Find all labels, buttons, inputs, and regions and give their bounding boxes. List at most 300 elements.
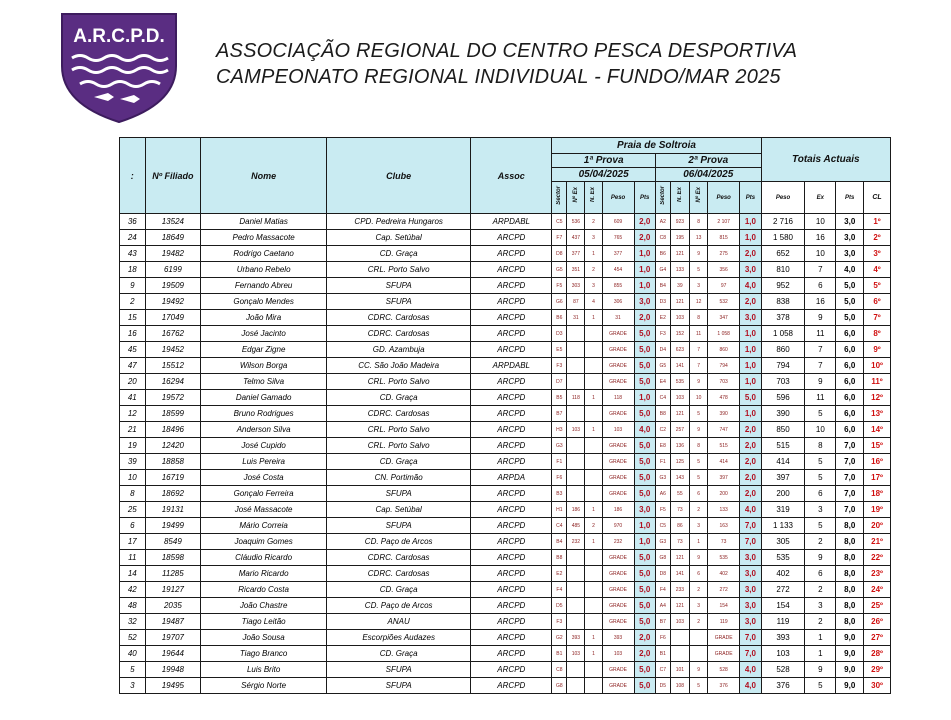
club-name: SFUPA — [327, 518, 471, 534]
classification: 5º — [864, 278, 891, 294]
row-index: 25 — [120, 502, 146, 518]
total-peso: 596 — [761, 390, 805, 406]
athlete-name: Gonçalo Mendes — [201, 294, 327, 310]
p2-nex2: 3 — [690, 278, 708, 294]
p2-sector: D4 — [655, 342, 670, 358]
table-row — [120, 518, 891, 534]
p2-peso: 376 — [708, 678, 740, 694]
table-row — [120, 486, 891, 502]
table-row — [120, 374, 891, 390]
association: ARCPD — [471, 502, 552, 518]
p2-peso: 414 — [708, 454, 740, 470]
athlete-name: Joaquim Gomes — [201, 534, 327, 550]
row-index: 9 — [120, 278, 146, 294]
p1-pts: 2,0 — [634, 630, 655, 646]
association: ARCPD — [471, 598, 552, 614]
p1-nex2: 2 — [585, 518, 602, 534]
association: ARCPD — [471, 294, 552, 310]
table-row — [120, 614, 891, 630]
p1-sector: H3 — [552, 422, 567, 438]
p2-sector: G3 — [655, 470, 670, 486]
association: ARCPD — [471, 614, 552, 630]
p2-peso: 703 — [708, 374, 740, 390]
total-peso: 414 — [761, 454, 805, 470]
classification: 13º — [864, 406, 891, 422]
p1-sector: B5 — [552, 390, 567, 406]
total-pts: 8,0 — [836, 518, 864, 534]
club-name: CDRC. Cardosas — [327, 310, 471, 326]
p1-nex — [567, 342, 585, 358]
p1-sector: F3 — [552, 614, 567, 630]
p1-nex2 — [585, 550, 602, 566]
total-pts: 5,0 — [836, 278, 864, 294]
p2-nex-header: N. Ex — [670, 182, 689, 214]
total-peso: 272 — [761, 582, 805, 598]
p1-nex: 103 — [567, 422, 585, 438]
total-peso: 703 — [761, 374, 805, 390]
classification: 1º — [864, 214, 891, 230]
p1-nex2 — [585, 486, 602, 502]
total-peso: 1 058 — [761, 326, 805, 342]
total-peso: 528 — [761, 662, 805, 678]
p1-peso: 103 — [602, 646, 634, 662]
total-ex: 7 — [805, 342, 836, 358]
totals-header: Totais Actuais — [761, 138, 890, 182]
p1-nex: 351 — [567, 262, 585, 278]
total-pts: 8,0 — [836, 582, 864, 598]
p1-nex — [567, 358, 585, 374]
association: ARCPD — [471, 438, 552, 454]
total-peso: 535 — [761, 550, 805, 566]
p1-pts: 1,0 — [634, 262, 655, 278]
filiado-number: 16762 — [145, 326, 201, 342]
p1-sector: G5 — [552, 262, 567, 278]
p2-peso: 528 — [708, 662, 740, 678]
p2-pts: 7,0 — [740, 518, 761, 534]
p2-nex: 101 — [670, 662, 689, 678]
table-row — [120, 454, 891, 470]
p2-nex: 121 — [670, 550, 689, 566]
p2-nex: 141 — [670, 358, 689, 374]
athlete-name: Mário Correia — [201, 518, 327, 534]
total-pts: 5,0 — [836, 310, 864, 326]
p1-pts-header: Pts — [634, 182, 655, 214]
table-row — [120, 566, 891, 582]
p2-sector: A4 — [655, 598, 670, 614]
p1-nex2: 2 — [585, 214, 602, 230]
club-name: Escorpiões Audazes — [327, 630, 471, 646]
p1-nex: 536 — [567, 214, 585, 230]
club-name: CDRC. Cardosas — [327, 326, 471, 342]
p2-nex2: 8 — [690, 310, 708, 326]
p1-nex2: 3 — [585, 278, 602, 294]
total-pts: 9,0 — [836, 678, 864, 694]
p2-pts: 4,0 — [740, 278, 761, 294]
p1-nex2 — [585, 662, 602, 678]
p2-pts: 1,0 — [740, 326, 761, 342]
p1-sector: D8 — [552, 246, 567, 262]
row-index: 16 — [120, 326, 146, 342]
p2-pts: 3,0 — [740, 310, 761, 326]
table-row — [120, 582, 891, 598]
association: ARCPD — [471, 342, 552, 358]
p1-nex2: 1 — [585, 646, 602, 662]
classification: 30º — [864, 678, 891, 694]
p2-nex2-header: Nº Ex — [690, 182, 708, 214]
total-pts: 8,0 — [836, 534, 864, 550]
p2-pts: 1,0 — [740, 214, 761, 230]
classification: 10º — [864, 358, 891, 374]
results-body — [120, 214, 891, 694]
filiado-number: 8549 — [145, 534, 201, 550]
p2-nex: 133 — [670, 262, 689, 278]
athlete-name: Sérgio Norte — [201, 678, 327, 694]
tot-pts-header: Pts — [836, 182, 864, 214]
p1-peso: 377 — [602, 246, 634, 262]
p1-peso: GRADE — [602, 374, 634, 390]
p1-sector: F4 — [552, 582, 567, 598]
total-pts: 8,0 — [836, 614, 864, 630]
total-peso: 860 — [761, 342, 805, 358]
filiado-number: 17049 — [145, 310, 201, 326]
p2-nex2: 7 — [690, 342, 708, 358]
club-name: CDRC. Cardosas — [327, 566, 471, 582]
p2-peso: 390 — [708, 406, 740, 422]
p2-peso: 515 — [708, 438, 740, 454]
association: ARCPD — [471, 678, 552, 694]
athlete-name: Daniel Gamado — [201, 390, 327, 406]
association: ARCPD — [471, 326, 552, 342]
p1-nex — [567, 406, 585, 422]
total-pts: 9,0 — [836, 646, 864, 662]
total-ex: 9 — [805, 662, 836, 678]
club-name: ANAU — [327, 614, 471, 630]
association: ARPDABL — [471, 358, 552, 374]
filiado-number: 19948 — [145, 662, 201, 678]
p2-nex2: 9 — [690, 662, 708, 678]
p1-sector: F1 — [552, 454, 567, 470]
p1-sector: G3 — [552, 438, 567, 454]
p2-nex: 152 — [670, 326, 689, 342]
p2-nex: 55 — [670, 486, 689, 502]
p2-nex2: 12 — [690, 294, 708, 310]
p1-peso: GRADE — [602, 358, 634, 374]
total-peso: 376 — [761, 678, 805, 694]
p1-nex2 — [585, 358, 602, 374]
p1-peso-header: Peso — [602, 182, 634, 214]
filiado-number: 18599 — [145, 406, 201, 422]
table-row — [120, 678, 891, 694]
p1-pts: 3,0 — [634, 294, 655, 310]
p2-peso: 163 — [708, 518, 740, 534]
athlete-name: Fernando Abreu — [201, 278, 327, 294]
athlete-name: Gonçalo Ferreira — [201, 486, 327, 502]
p2-nex: 535 — [670, 374, 689, 390]
total-ex: 10 — [805, 214, 836, 230]
table-row — [120, 630, 891, 646]
filiado-number: 18598 — [145, 550, 201, 566]
p2-nex2: 5 — [690, 262, 708, 278]
p1-nex2 — [585, 438, 602, 454]
row-index: 10 — [120, 470, 146, 486]
p1-peso: 855 — [602, 278, 634, 294]
p2-pts: 3,0 — [740, 262, 761, 278]
p1-peso: GRADE — [602, 470, 634, 486]
p2-sector-header: Sector — [655, 182, 670, 214]
p2-sector: E2 — [655, 310, 670, 326]
classification: 15º — [864, 438, 891, 454]
total-ex: 5 — [805, 518, 836, 534]
total-pts: 5,0 — [836, 294, 864, 310]
p1-nex2-header: N. Ex — [585, 182, 602, 214]
p1-nex: 186 — [567, 502, 585, 518]
club-name: CDRC. Cardosas — [327, 406, 471, 422]
p1-pts: 5,0 — [634, 470, 655, 486]
total-pts: 9,0 — [836, 662, 864, 678]
p2-sector: F4 — [655, 582, 670, 598]
p1-sector: B7 — [552, 406, 567, 422]
p2-sector: C7 — [655, 662, 670, 678]
association: ARCPD — [471, 262, 552, 278]
p1-pts: 5,0 — [634, 566, 655, 582]
p1-sector: E5 — [552, 342, 567, 358]
p2-pts: 2,0 — [740, 422, 761, 438]
p2-nex: 103 — [670, 310, 689, 326]
filiado-number: 19487 — [145, 614, 201, 630]
p1-nex: 31 — [567, 310, 585, 326]
p2-nex2: 2 — [690, 502, 708, 518]
p1-pts: 5,0 — [634, 678, 655, 694]
p2-pts: 3,0 — [740, 614, 761, 630]
p2-peso: GRADE — [708, 630, 740, 646]
association: ARCPD — [471, 406, 552, 422]
p1-pts: 5,0 — [634, 582, 655, 598]
table-row — [120, 598, 891, 614]
filiado-number: 19644 — [145, 646, 201, 662]
p2-peso: 478 — [708, 390, 740, 406]
athlete-name: Tiago Branco — [201, 646, 327, 662]
club-name: CN. Portimão — [327, 470, 471, 486]
p1-pts: 5,0 — [634, 486, 655, 502]
total-pts: 6,0 — [836, 406, 864, 422]
p1-sector: B4 — [552, 534, 567, 550]
filiado-number: 2035 — [145, 598, 201, 614]
table-row — [120, 230, 891, 246]
p1-pts: 1,0 — [634, 390, 655, 406]
row-index: 18 — [120, 262, 146, 278]
association: ARCPD — [471, 278, 552, 294]
total-pts: 3,0 — [836, 214, 864, 230]
p1-nex2: 1 — [585, 534, 602, 550]
athlete-name: Mario Ricardo — [201, 566, 327, 582]
p2-nex2: 2 — [690, 582, 708, 598]
p1-sector: G2 — [552, 630, 567, 646]
table-row — [120, 342, 891, 358]
table-row — [120, 390, 891, 406]
p2-nex: 108 — [670, 678, 689, 694]
total-pts: 6,0 — [836, 374, 864, 390]
row-index: 20 — [120, 374, 146, 390]
col-index: : — [120, 138, 146, 214]
p2-sector: D5 — [655, 678, 670, 694]
p2-pts: 4,0 — [740, 662, 761, 678]
club-name: CD. Graça — [327, 390, 471, 406]
club-name: CPD. Pedreira Hungaros — [327, 214, 471, 230]
club-name: CC. São João Madeira — [327, 358, 471, 374]
club-name: SFUPA — [327, 662, 471, 678]
p1-peso: GRADE — [602, 662, 634, 678]
association: ARCPD — [471, 646, 552, 662]
table-row — [120, 550, 891, 566]
club-name: SFUPA — [327, 278, 471, 294]
tot-peso-header: Peso — [761, 182, 805, 214]
p2-pts: 1,0 — [740, 230, 761, 246]
total-peso: 838 — [761, 294, 805, 310]
total-pts: 6,0 — [836, 342, 864, 358]
p2-pts: 7,0 — [740, 534, 761, 550]
athlete-name: Bruno Rodrigues — [201, 406, 327, 422]
p2-nex: 73 — [670, 502, 689, 518]
p1-peso: GRADE — [602, 342, 634, 358]
p2-sector: G8 — [655, 550, 670, 566]
p1-pts: 5,0 — [634, 438, 655, 454]
athlete-name: João Sousa — [201, 630, 327, 646]
filiado-number: 11285 — [145, 566, 201, 582]
p1-peso: 454 — [602, 262, 634, 278]
p2-sector: C4 — [655, 390, 670, 406]
total-pts: 9,0 — [836, 630, 864, 646]
p1-pts: 1,0 — [634, 534, 655, 550]
filiado-number: 19131 — [145, 502, 201, 518]
total-pts: 8,0 — [836, 598, 864, 614]
total-ex: 11 — [805, 326, 836, 342]
p2-sector: D8 — [655, 566, 670, 582]
p2-nex2: 9 — [690, 422, 708, 438]
table-row — [120, 534, 891, 550]
p2-nex: 623 — [670, 342, 689, 358]
p2-pts: 3,0 — [740, 582, 761, 598]
total-ex: 11 — [805, 390, 836, 406]
p1-nex2 — [585, 678, 602, 694]
prova2-title: 2ª Prova — [655, 154, 761, 168]
p1-nex2: 1 — [585, 310, 602, 326]
p2-pts: 2,0 — [740, 486, 761, 502]
club-name: CDRC. Cardosas — [327, 550, 471, 566]
p2-nex2: 9 — [690, 550, 708, 566]
total-peso: 794 — [761, 358, 805, 374]
p2-peso: 356 — [708, 262, 740, 278]
p1-nex2: 1 — [585, 502, 602, 518]
p1-sector: H1 — [552, 502, 567, 518]
total-ex: 8 — [805, 438, 836, 454]
p2-nex: 103 — [670, 390, 689, 406]
prova1-date: 05/04/2025 — [552, 168, 656, 182]
p1-nex2 — [585, 566, 602, 582]
p1-sector: G8 — [552, 678, 567, 694]
p2-nex: 195 — [670, 230, 689, 246]
p2-nex2: 7 — [690, 358, 708, 374]
p2-peso: 73 — [708, 534, 740, 550]
classification: 26º — [864, 614, 891, 630]
p1-pts: 5,0 — [634, 358, 655, 374]
col-filiado: Nº Filiado — [145, 138, 201, 214]
p2-nex2 — [690, 646, 708, 662]
championship-title: CAMPEONATO REGIONAL INDIVIDUAL - FUNDO/MAR 2025 — [216, 66, 781, 88]
p1-peso: GRADE — [602, 678, 634, 694]
p1-nex2 — [585, 470, 602, 486]
results-table — [119, 137, 891, 694]
total-ex: 9 — [805, 374, 836, 390]
p1-nex — [567, 598, 585, 614]
p1-sector: F7 — [552, 230, 567, 246]
classification: 2º — [864, 230, 891, 246]
total-ex: 7 — [805, 358, 836, 374]
club-name: CD. Graça — [327, 454, 471, 470]
p1-sector-header: Sector — [552, 182, 567, 214]
total-peso: 1 580 — [761, 230, 805, 246]
table-row — [120, 502, 891, 518]
classification: 22º — [864, 550, 891, 566]
p1-nex: 87 — [567, 294, 585, 310]
p2-nex: 141 — [670, 566, 689, 582]
p2-pts: 1,0 — [740, 374, 761, 390]
athlete-name: Telmo Silva — [201, 374, 327, 390]
p2-sector: A6 — [655, 486, 670, 502]
filiado-number: 19707 — [145, 630, 201, 646]
classification: 3º — [864, 246, 891, 262]
filiado-number: 12420 — [145, 438, 201, 454]
row-index: 12 — [120, 406, 146, 422]
p2-pts: 1,0 — [740, 342, 761, 358]
p1-pts: 2,0 — [634, 230, 655, 246]
club-name: CD. Graça — [327, 582, 471, 598]
filiado-number: 13524 — [145, 214, 201, 230]
club-name: CRL. Porto Salvo — [327, 422, 471, 438]
p1-nex2: 4 — [585, 294, 602, 310]
tot-ex-header: Ex — [805, 182, 836, 214]
p2-sector: B7 — [655, 614, 670, 630]
row-index: 40 — [120, 646, 146, 662]
p2-nex: 136 — [670, 438, 689, 454]
classification: 20º — [864, 518, 891, 534]
classification: 27º — [864, 630, 891, 646]
p2-nex2: 5 — [690, 470, 708, 486]
p1-pts: 5,0 — [634, 342, 655, 358]
total-peso: 402 — [761, 566, 805, 582]
p1-pts: 5,0 — [634, 374, 655, 390]
p2-nex2: 6 — [690, 486, 708, 502]
p1-pts: 2,0 — [634, 214, 655, 230]
row-index: 15 — [120, 310, 146, 326]
p2-sector: F1 — [655, 454, 670, 470]
p1-sector: F5 — [552, 278, 567, 294]
athlete-name: Daniel Matias — [201, 214, 327, 230]
p1-peso: GRADE — [602, 598, 634, 614]
p2-nex: 121 — [670, 406, 689, 422]
p2-sector: F3 — [655, 326, 670, 342]
p2-pts: 3,0 — [740, 550, 761, 566]
p2-peso: 154 — [708, 598, 740, 614]
prova2-date: 06/04/2025 — [655, 168, 761, 182]
p1-peso: 393 — [602, 630, 634, 646]
p2-sector: D3 — [655, 294, 670, 310]
p1-nex2: 1 — [585, 630, 602, 646]
p1-nex2 — [585, 454, 602, 470]
total-ex: 5 — [805, 406, 836, 422]
p2-sector: B1 — [655, 646, 670, 662]
total-peso: 1 133 — [761, 518, 805, 534]
p1-pts: 5,0 — [634, 614, 655, 630]
